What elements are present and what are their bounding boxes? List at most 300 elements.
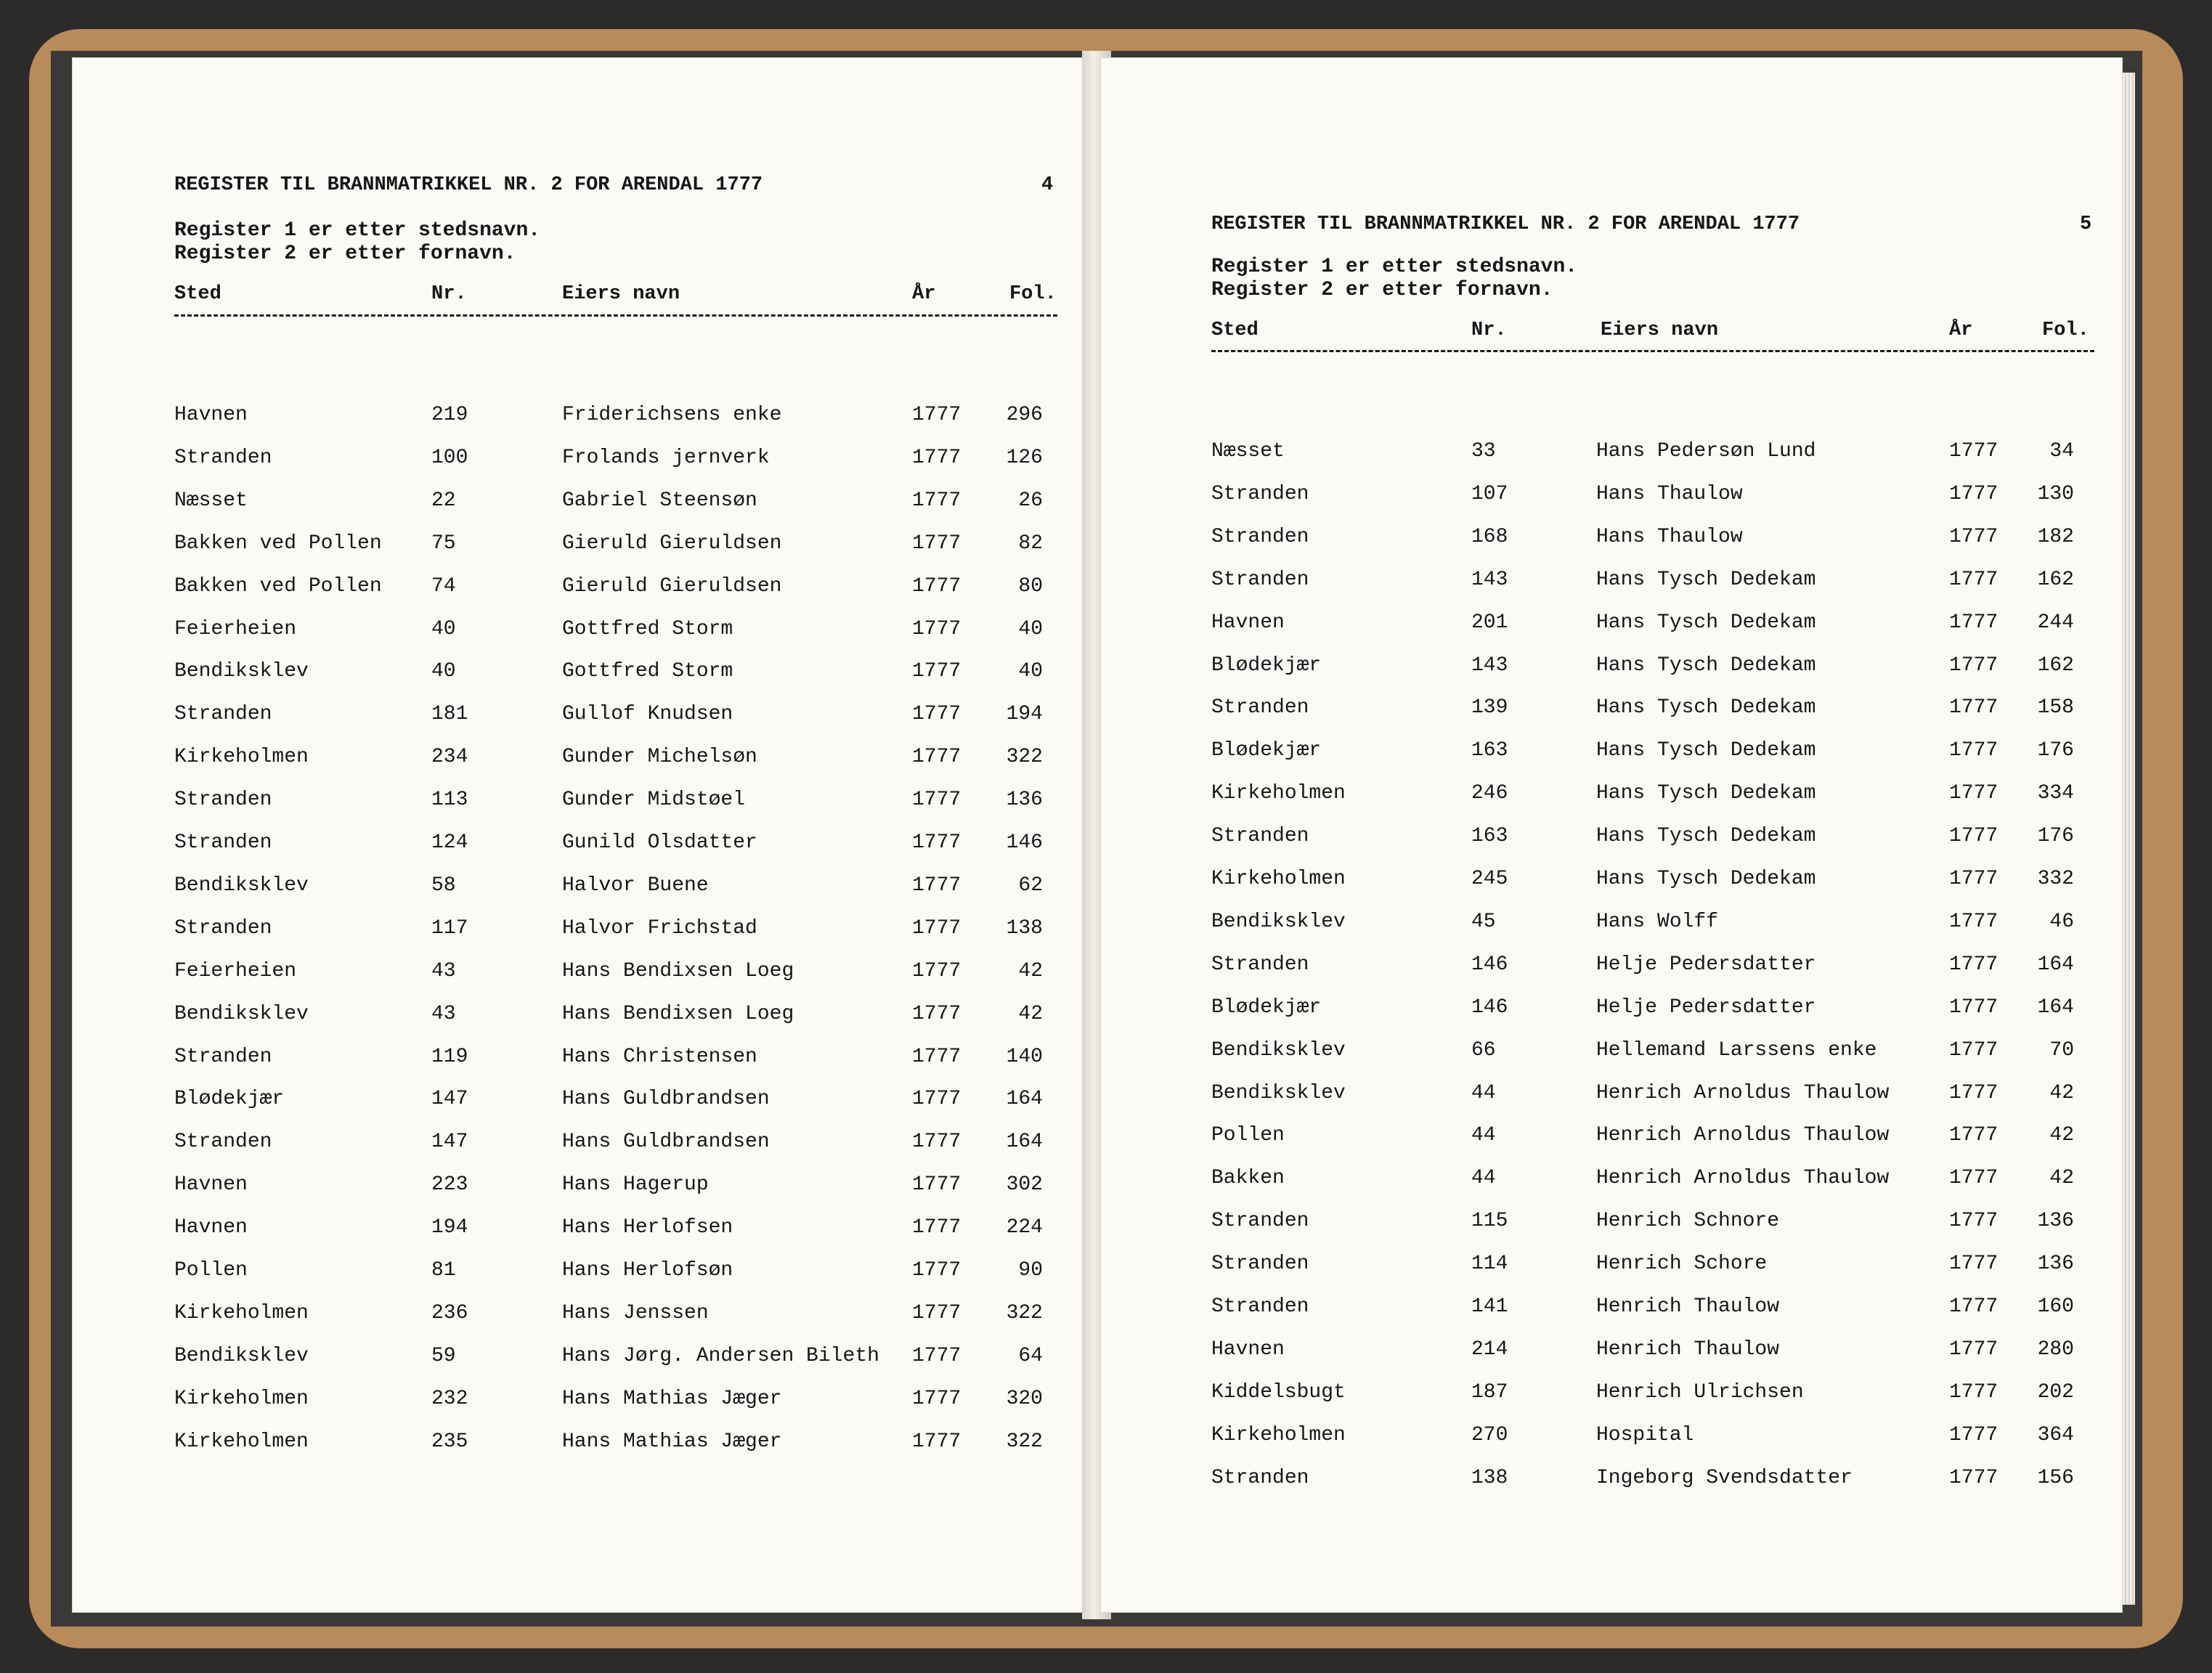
cell-eiers-navn: Gottfred Storm: [562, 617, 733, 640]
table-row: [73, 1430, 1094, 1473]
cell-eiers-navn: Hans Wolff: [1596, 910, 1719, 933]
cell-aar: 1777: [1949, 440, 1998, 463]
cell-sted: Kirkeholmen: [174, 1387, 309, 1410]
cell-sted: Feierheien: [174, 617, 297, 640]
cell-nr: 66: [1471, 1038, 1496, 1062]
table-row: [1101, 1295, 2122, 1338]
right-page: [1101, 58, 2122, 1612]
header-aar: År: [912, 283, 936, 305]
cell-sted: Kirkeholmen: [1211, 868, 1346, 890]
cell-sted: Bendiksklev: [174, 660, 309, 683]
cell-nr: 146: [1471, 996, 1508, 1019]
cell-sted: Kirkeholmen: [1211, 782, 1346, 805]
cell-aar: 1777: [912, 831, 961, 854]
cell-fol: 320: [1006, 1387, 1043, 1410]
cell-aar: 1777: [912, 874, 961, 897]
cell-fol: 296: [1006, 404, 1043, 426]
cell-aar: 1777: [1949, 1423, 1998, 1446]
cell-sted: Stranden: [174, 916, 272, 940]
cell-sted: Havnen: [174, 404, 248, 426]
cell-aar: 1777: [1949, 782, 1998, 805]
cell-aar: 1777: [1949, 482, 1998, 505]
cell-fol: 162: [2037, 568, 2074, 591]
header-nr: Nr.: [1471, 319, 1507, 341]
cell-eiers-navn: Gunder Michelsøn: [562, 746, 757, 769]
cell-eiers-navn: Hans Tysch Dedekam: [1596, 611, 1816, 634]
header-sted: Sted: [1211, 319, 1259, 341]
table-row: [73, 447, 1094, 489]
table-row: [73, 1131, 1094, 1173]
table-row: [73, 1259, 1094, 1301]
table-row: [73, 917, 1094, 959]
cell-eiers-navn: Hans Jenssen: [562, 1301, 709, 1324]
table-row: [73, 1088, 1094, 1130]
cell-sted: Stranden: [1211, 525, 1309, 548]
cell-sted: Bendiksklev: [174, 1344, 309, 1367]
table-row: [1101, 440, 2122, 482]
cell-fol: 62: [1018, 874, 1043, 897]
table-row: [1101, 911, 2122, 953]
cell-sted: Stranden: [174, 789, 272, 812]
table-row: [73, 789, 1094, 831]
cell-nr: 143: [1471, 654, 1508, 677]
cell-sted: Bendiksklev: [174, 1002, 309, 1025]
cell-sted: Kiddelsbugt: [1211, 1380, 1346, 1404]
cell-aar: 1777: [1949, 1380, 1998, 1404]
cell-aar: 1777: [1949, 1038, 1998, 1062]
cell-eiers-navn: Gunild Olsdatter: [562, 831, 757, 854]
cell-sted: Blødekjær: [1211, 996, 1322, 1019]
cell-eiers-navn: Hans Tysch Dedekam: [1596, 654, 1816, 677]
table-row: [1101, 1167, 2122, 1209]
cell-nr: 163: [1471, 739, 1508, 762]
cell-eiers-navn: Hans Thaulow: [1596, 525, 1743, 548]
page-number: 4: [1041, 174, 1054, 196]
cell-eiers-navn: Hans Guldbrandsen: [562, 1088, 770, 1111]
cell-eiers-navn: Hans Tysch Dedekam: [1596, 782, 1816, 805]
cell-sted: Næsset: [1211, 440, 1285, 463]
cell-eiers-navn: Henrich Thaulow: [1596, 1338, 1780, 1361]
cell-aar: 1777: [912, 746, 961, 769]
cell-eiers-navn: Hellemand Larssens enke: [1596, 1038, 1877, 1062]
cell-fol: 136: [2037, 1253, 2074, 1276]
cell-nr: 44: [1471, 1124, 1496, 1147]
table-row: [73, 1302, 1094, 1344]
cell-eiers-navn: Helje Pedersdatter: [1596, 996, 1816, 1019]
cell-eiers-navn: Henrich Schnore: [1596, 1210, 1780, 1233]
table-row: [1101, 1039, 2122, 1081]
cell-nr: 40: [431, 660, 456, 683]
cell-aar: 1777: [1949, 611, 1998, 634]
cell-fol: 136: [2037, 1210, 2074, 1233]
cell-sted: Stranden: [1211, 953, 1309, 976]
cell-fol: 146: [1006, 831, 1043, 854]
cell-nr: 81: [431, 1259, 456, 1282]
cell-eiers-navn: Gullof Knudsen: [562, 703, 733, 726]
cell-nr: 147: [431, 1131, 468, 1154]
cell-aar: 1777: [1949, 996, 1998, 1019]
table-row: [1101, 1082, 2122, 1124]
left-page: [73, 58, 1094, 1612]
cell-aar: 1777: [912, 789, 961, 812]
cell-eiers-navn: Gieruld Gieruldsen: [562, 574, 782, 598]
cell-aar: 1777: [912, 1216, 961, 1240]
cell-fol: 164: [1006, 1088, 1043, 1111]
register-title: REGISTER TIL BRANNMATRIKKEL NR. 2 FOR ARENDAL 1777: [1211, 213, 1800, 235]
table-row: [73, 660, 1094, 702]
cell-aar: 1777: [1949, 654, 1998, 677]
cell-sted: Stranden: [174, 1131, 272, 1154]
cell-aar: 1777: [912, 446, 961, 469]
header-rule: [174, 314, 1057, 317]
table-row: [73, 746, 1094, 788]
note-line: Register 1 er etter stedsnavn.: [174, 219, 541, 242]
cell-aar: 1777: [1949, 1210, 1998, 1233]
cell-fol: 40: [1018, 617, 1043, 640]
cell-fol: 64: [1018, 1344, 1043, 1367]
cell-sted: Havnen: [174, 1216, 248, 1240]
cell-fol: 364: [2037, 1423, 2074, 1446]
header-fol: Fol.: [2042, 319, 2089, 341]
cell-aar: 1777: [912, 1045, 961, 1068]
table-row: [1101, 1210, 2122, 1252]
header-eiers-navn: Eiers navn: [562, 283, 680, 305]
table-row: [73, 1388, 1094, 1430]
cell-nr: 201: [1471, 611, 1508, 634]
cell-sted: Stranden: [1211, 1295, 1309, 1318]
table-row: [1101, 526, 2122, 568]
cell-aar: 1777: [912, 532, 961, 555]
cell-nr: 234: [431, 746, 468, 769]
cell-sted: Kirkeholmen: [174, 1430, 309, 1453]
cell-eiers-navn: Henrich Schore: [1596, 1253, 1768, 1276]
cell-aar: 1777: [1949, 1338, 1998, 1361]
header-aar: År: [1949, 319, 1973, 341]
cell-fol: 224: [1006, 1216, 1043, 1240]
cell-fol: 162: [2037, 654, 2074, 677]
cell-fol: 280: [2037, 1338, 2074, 1361]
cell-eiers-navn: Henrich Arnoldus Thaulow: [1596, 1124, 1890, 1147]
table-row: [73, 489, 1094, 532]
cell-aar: 1777: [1949, 696, 1998, 720]
cell-fol: 202: [2037, 1380, 2074, 1404]
cell-sted: Stranden: [174, 831, 272, 854]
cell-eiers-navn: Hans Mathias Jæger: [562, 1387, 782, 1410]
table-row: [1101, 1424, 2122, 1466]
cell-aar: 1777: [1949, 1295, 1998, 1318]
cell-nr: 45: [1471, 910, 1496, 933]
cell-eiers-navn: Hans Christensen: [562, 1045, 757, 1068]
cell-nr: 146: [1471, 953, 1508, 976]
cell-fol: 42: [2049, 1081, 2074, 1104]
cell-nr: 114: [1471, 1253, 1508, 1276]
cell-sted: Blødekjær: [1211, 654, 1322, 677]
table-row: [1101, 569, 2122, 611]
cell-fol: 46: [2049, 910, 2074, 933]
cell-nr: 163: [1471, 825, 1508, 848]
cell-sted: Pollen: [1211, 1124, 1285, 1147]
note-line: Register 2 er etter fornavn.: [174, 243, 516, 265]
cell-aar: 1777: [1949, 739, 1998, 762]
cell-sted: Kirkeholmen: [174, 746, 309, 769]
cell-fol: 164: [2037, 996, 2074, 1019]
cell-nr: 75: [431, 532, 456, 555]
cell-fol: 302: [1006, 1173, 1043, 1197]
cell-sted: Bendiksklev: [1211, 910, 1346, 933]
cell-eiers-navn: Friderichsens enke: [562, 404, 782, 426]
register-note: [1211, 256, 1577, 302]
cell-sted: Blødekjær: [174, 1088, 285, 1111]
cell-aar: 1777: [912, 1173, 961, 1197]
cell-sted: Stranden: [1211, 1253, 1309, 1276]
cell-aar: 1777: [1949, 1081, 1998, 1104]
table-row: [73, 404, 1094, 446]
cell-nr: 74: [431, 574, 456, 598]
cell-fol: 332: [2037, 868, 2074, 890]
cell-aar: 1777: [912, 660, 961, 683]
cell-fol: 42: [2049, 1167, 2074, 1190]
cell-aar: 1777: [912, 703, 961, 726]
cell-sted: Kirkeholmen: [1211, 1423, 1346, 1446]
cell-aar: 1777: [912, 404, 961, 426]
cell-nr: 214: [1471, 1338, 1508, 1361]
cell-nr: 139: [1471, 696, 1508, 720]
cell-sted: Bakken ved Pollen: [174, 532, 382, 555]
cell-eiers-navn: Henrich Arnoldus Thaulow: [1596, 1081, 1890, 1104]
cell-aar: 1777: [1949, 953, 1998, 976]
cell-sted: Pollen: [174, 1259, 248, 1282]
cell-nr: 246: [1471, 782, 1508, 805]
cell-aar: 1777: [912, 617, 961, 640]
cell-sted: Stranden: [174, 1045, 272, 1068]
cell-nr: 40: [431, 617, 456, 640]
cell-eiers-navn: Gunder Midstøel: [562, 789, 746, 812]
cell-eiers-navn: Hans Tysch Dedekam: [1596, 568, 1816, 591]
cell-eiers-navn: Gottfred Storm: [562, 660, 733, 683]
table-row: [1101, 611, 2122, 654]
cell-eiers-navn: Hans Bendixsen Loeg: [562, 1002, 794, 1025]
cell-nr: 43: [431, 959, 456, 982]
cell-aar: 1777: [1949, 1167, 1998, 1190]
register-title: REGISTER TIL BRANNMATRIKKEL NR. 2 FOR ARENDAL 1777: [174, 174, 763, 196]
cell-aar: 1777: [912, 1387, 961, 1410]
cell-sted: Stranden: [1211, 1466, 1309, 1489]
cell-fol: 42: [1018, 1002, 1043, 1025]
cell-fol: 322: [1006, 746, 1043, 769]
cell-nr: 143: [1471, 568, 1508, 591]
cell-sted: Bendiksklev: [174, 874, 309, 897]
cell-fol: 322: [1006, 1301, 1043, 1324]
cell-fol: 136: [1006, 789, 1043, 812]
cell-sted: Næsset: [174, 489, 248, 512]
cell-eiers-navn: Henrich Arnoldus Thaulow: [1596, 1167, 1890, 1190]
cell-fol: 80: [1018, 574, 1043, 598]
register-note: [174, 219, 540, 266]
header-rule: [1211, 350, 2094, 352]
table-row: [73, 1173, 1094, 1216]
cell-nr: 100: [431, 446, 468, 469]
cell-eiers-navn: Gieruld Gieruldsen: [562, 532, 782, 555]
cell-fol: 194: [1006, 703, 1043, 726]
cell-nr: 236: [431, 1301, 468, 1324]
header-eiers-navn: Eiers navn: [1601, 319, 1719, 341]
cell-aar: 1777: [1949, 1253, 1998, 1276]
cell-nr: 44: [1471, 1167, 1496, 1190]
cell-eiers-navn: Ingeborg Svendsdatter: [1596, 1466, 1853, 1489]
cell-nr: 107: [1471, 482, 1508, 505]
table-row: [73, 960, 1094, 1002]
cell-fol: 26: [1018, 489, 1043, 512]
cell-aar: 1777: [912, 916, 961, 940]
table-row: [1101, 654, 2122, 696]
cell-aar: 1777: [912, 1088, 961, 1111]
cell-sted: Stranden: [1211, 696, 1309, 720]
cell-fol: 140: [1006, 1045, 1043, 1068]
cell-fol: 244: [2037, 611, 2074, 634]
cell-sted: Stranden: [1211, 825, 1309, 848]
cell-aar: 1777: [912, 1131, 961, 1154]
cell-eiers-navn: Hans Tysch Dedekam: [1596, 739, 1816, 762]
table-row: [73, 1345, 1094, 1387]
cell-eiers-navn: Helje Pedersdatter: [1596, 953, 1816, 976]
cell-fol: 82: [1018, 532, 1043, 555]
cell-eiers-navn: Hans Pedersøn Lund: [1596, 440, 1816, 463]
cell-sted: Stranden: [1211, 1210, 1309, 1233]
table-row: [1101, 825, 2122, 867]
cell-aar: 1777: [912, 1002, 961, 1025]
table-row: [73, 1216, 1094, 1258]
cell-eiers-navn: Hans Thaulow: [1596, 482, 1743, 505]
cell-eiers-navn: Hans Guldbrandsen: [562, 1131, 770, 1154]
cell-nr: 219: [431, 404, 468, 426]
cell-fol: 90: [1018, 1259, 1043, 1282]
table-row: [73, 1003, 1094, 1045]
cell-nr: 43: [431, 1002, 456, 1025]
table-row: [1101, 996, 2122, 1038]
cell-aar: 1777: [1949, 568, 1998, 591]
cell-fol: 126: [1006, 446, 1043, 469]
cell-eiers-navn: Hans Tysch Dedekam: [1596, 825, 1816, 848]
cell-sted: Stranden: [174, 446, 272, 469]
table-row: [1101, 739, 2122, 781]
cell-eiers-navn: Henrich Ulrichsen: [1596, 1380, 1804, 1404]
cell-fol: 42: [1018, 959, 1043, 982]
cell-eiers-navn: Hospital: [1596, 1423, 1694, 1446]
cell-sted: Havnen: [1211, 611, 1285, 634]
cell-sted: Kirkeholmen: [174, 1301, 309, 1324]
table-row: [73, 874, 1094, 916]
cell-fol: 40: [1018, 660, 1043, 683]
cell-nr: 168: [1471, 525, 1508, 548]
table-row: [73, 532, 1094, 574]
table-row: [1101, 696, 2122, 738]
cell-fol: 130: [2037, 482, 2074, 505]
cell-eiers-navn: Hans Herlofsøn: [562, 1259, 733, 1282]
cell-fol: 156: [2037, 1466, 2074, 1489]
table-row: [1101, 483, 2122, 525]
cell-eiers-navn: Gabriel Steensøn: [562, 489, 757, 512]
cell-aar: 1777: [912, 489, 961, 512]
cell-nr: 147: [431, 1088, 468, 1111]
note-line: Register 2 er etter fornavn.: [1211, 279, 1553, 301]
cell-sted: Stranden: [1211, 482, 1309, 505]
cell-nr: 235: [431, 1430, 468, 1453]
cell-aar: 1777: [912, 959, 961, 982]
cell-nr: 119: [431, 1045, 468, 1068]
cell-sted: Havnen: [1211, 1338, 1285, 1361]
cell-nr: 33: [1471, 440, 1496, 463]
cell-aar: 1777: [1949, 1466, 1998, 1489]
cell-fol: 182: [2037, 525, 2074, 548]
table-row: [1101, 1467, 2122, 1509]
cell-fol: 334: [2037, 782, 2074, 805]
header-nr: Nr.: [431, 283, 467, 305]
table-row: [1101, 1124, 2122, 1166]
cell-fol: 176: [2037, 739, 2074, 762]
table-row: [1101, 782, 2122, 824]
cell-nr: 223: [431, 1173, 468, 1197]
table-row: [1101, 1253, 2122, 1295]
table-row: [73, 703, 1094, 745]
cell-aar: 1777: [1949, 525, 1998, 548]
table-row: [1101, 868, 2122, 910]
cell-nr: 245: [1471, 868, 1508, 890]
table-row: [1101, 953, 2122, 996]
cell-nr: 181: [431, 703, 468, 726]
cell-eiers-navn: Hans Bendixsen Loeg: [562, 959, 794, 982]
cell-aar: 1777: [912, 1430, 961, 1453]
cell-eiers-navn: Hans Jørg. Andersen Bileth: [562, 1344, 879, 1367]
cell-fol: 176: [2037, 825, 2074, 848]
cell-nr: 44: [1471, 1081, 1496, 1104]
cell-sted: Stranden: [1211, 568, 1309, 591]
cell-aar: 1777: [912, 574, 961, 598]
header-sted: Sted: [174, 283, 221, 305]
cell-nr: 194: [431, 1216, 468, 1240]
cell-eiers-navn: Hans Mathias Jæger: [562, 1430, 782, 1453]
cell-nr: 58: [431, 874, 456, 897]
cell-nr: 138: [1471, 1466, 1508, 1489]
cell-nr: 232: [431, 1387, 468, 1410]
cell-nr: 59: [431, 1344, 456, 1367]
cell-eiers-navn: Hans Hagerup: [562, 1173, 709, 1197]
cell-sted: Bendiksklev: [1211, 1081, 1346, 1104]
page-number: 5: [2080, 213, 2092, 235]
cell-nr: 117: [431, 916, 468, 940]
cell-nr: 113: [431, 789, 468, 812]
cell-aar: 1777: [912, 1344, 961, 1367]
cell-aar: 1777: [912, 1259, 961, 1282]
cell-eiers-navn: Henrich Thaulow: [1596, 1295, 1780, 1318]
cell-aar: 1777: [1949, 910, 1998, 933]
cell-eiers-navn: Hans Herlofsen: [562, 1216, 733, 1240]
note-line: Register 1 er etter stedsnavn.: [1211, 256, 1578, 278]
cell-nr: 270: [1471, 1423, 1508, 1446]
cell-fol: 34: [2049, 440, 2074, 463]
cell-sted: Bendiksklev: [1211, 1038, 1346, 1062]
cell-aar: 1777: [1949, 825, 1998, 848]
cell-eiers-navn: Halvor Buene: [562, 874, 709, 897]
cell-nr: 187: [1471, 1380, 1508, 1404]
table-row: [73, 1046, 1094, 1088]
cell-fol: 164: [2037, 953, 2074, 976]
cell-nr: 124: [431, 831, 468, 854]
cell-sted: Bakken ved Pollen: [174, 574, 382, 598]
cell-aar: 1777: [912, 1301, 961, 1324]
cell-sted: Feierheien: [174, 959, 297, 982]
table-row: [73, 618, 1094, 660]
cell-eiers-navn: Halvor Frichstad: [562, 916, 757, 940]
